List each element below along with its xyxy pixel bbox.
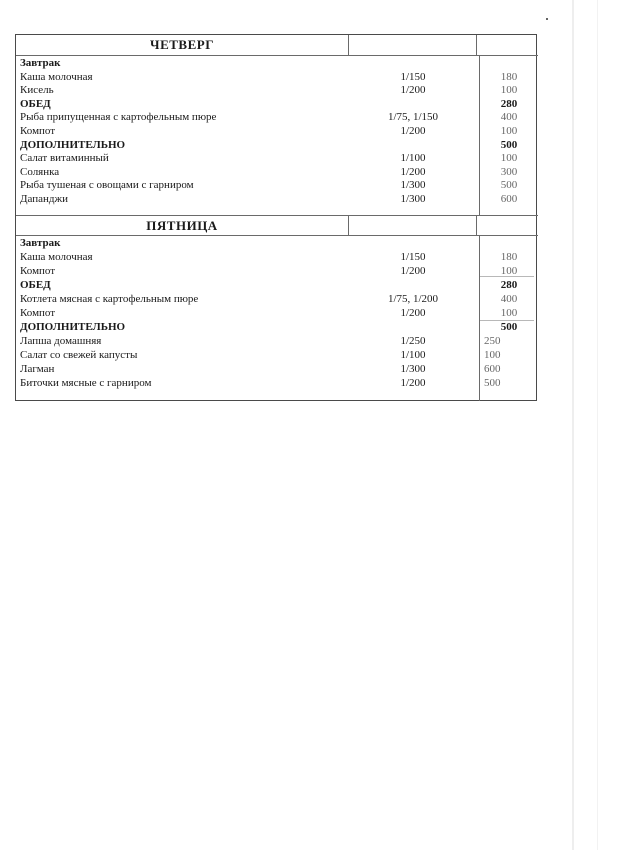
section-heading-row [16, 279, 538, 293]
dish-name: Солянка [20, 165, 60, 178]
section-heading: ОБЕД [20, 97, 51, 110]
dish-name: Салат витаминный [20, 152, 109, 165]
dish-name: Лапша домашняя [20, 335, 102, 347]
day-title-friday: ПЯТНИЦА [146, 218, 218, 233]
dish-name: Каша молочная [20, 251, 93, 263]
dish-row [16, 307, 538, 321]
dish-kcal: 100 [484, 349, 501, 361]
section-heading: Завтрак [20, 237, 61, 249]
dish-row [16, 349, 538, 363]
portion-size: 1/200 [400, 165, 426, 178]
portion-size: 1/150 [400, 70, 426, 83]
section-heading: ДОПОЛНИТЕЛЬНО [20, 321, 126, 333]
dish-kcal: 100 [500, 152, 518, 165]
column-divider [348, 215, 349, 235]
dish-kcal: 500 [500, 179, 518, 192]
portion-size: 1/250 [400, 335, 426, 347]
dish-row [16, 179, 538, 193]
section-kcal-total: 280 [500, 279, 518, 291]
dish-row [16, 84, 538, 98]
dish-kcal: 180 [500, 251, 518, 263]
portion-size: 1/200 [400, 125, 426, 137]
dish-row [16, 265, 538, 279]
column-divider [476, 35, 477, 55]
portion-size: 1/75, 1/200 [387, 293, 439, 305]
column-divider [476, 215, 477, 235]
section-heading: ДОПОЛНИТЕЛЬНО [20, 138, 126, 151]
portion-size: 1/300 [400, 363, 426, 375]
dish-kcal: 400 [500, 111, 518, 124]
dish-kcal: 300 [500, 165, 518, 178]
dish-name: Кисель [20, 84, 54, 97]
portion-size: 1/200 [400, 307, 426, 319]
dish-name: Салат со свежей капусты [20, 349, 138, 361]
portion-size: 1/300 [400, 179, 426, 192]
dish-row [16, 335, 538, 349]
dish-name: Дапанджи [20, 193, 68, 205]
section-heading: Завтрак [20, 57, 61, 69]
dish-name: Рыба тушеная с овощами с гарниром [20, 179, 194, 192]
dish-kcal: 180 [500, 70, 518, 83]
row-border [16, 215, 538, 216]
dish-kcal: 600 [500, 193, 518, 205]
section-kcal-total: 280 [500, 97, 518, 110]
section-kcal-total: 500 [500, 138, 518, 151]
dish-kcal: 100 [500, 265, 518, 277]
dish-row [16, 363, 538, 377]
section-heading-row [16, 139, 538, 153]
portion-size: 1/200 [400, 265, 426, 277]
portion-size: 1/300 [400, 193, 426, 205]
dish-name: Компот [20, 307, 56, 319]
scan-edge-line [572, 0, 574, 850]
menu-table [15, 34, 537, 401]
dish-row [16, 251, 538, 265]
dish-row [16, 293, 538, 307]
portion-size: 1/200 [400, 377, 426, 389]
dish-kcal: 500 [484, 377, 501, 389]
dish-row [16, 152, 538, 166]
dish-name: Каша молочная [20, 70, 93, 83]
scan-edge-line [597, 0, 598, 850]
row-border [16, 235, 538, 236]
dish-name: Компот [20, 265, 56, 277]
dish-name: Котлета мясная с картофельным пюре [20, 293, 199, 305]
section-heading-row [16, 57, 538, 71]
section-kcal-total: 500 [500, 321, 518, 333]
portion-size: 1/150 [400, 251, 426, 263]
portion-size: 1/100 [400, 349, 426, 361]
dish-kcal: 100 [500, 84, 518, 97]
section-heading-row [16, 321, 538, 335]
scan-speck [546, 18, 548, 20]
column-divider [348, 35, 349, 55]
portion-size: 1/75, 1/150 [387, 111, 439, 124]
dish-kcal: 600 [484, 363, 501, 375]
dish-name: Компот [20, 125, 56, 137]
portion-size: 1/100 [400, 152, 426, 165]
dish-row [16, 125, 538, 139]
dish-kcal: 250 [484, 335, 501, 347]
dish-kcal: 400 [500, 293, 518, 305]
section-heading-row [16, 98, 538, 112]
dish-row [16, 377, 538, 391]
dish-name: Рыба припущенная с картофельным пюре [20, 111, 217, 124]
section-heading: ОБЕД [20, 279, 51, 291]
dish-row [16, 111, 538, 125]
section-heading-row [16, 237, 538, 251]
row-border [16, 55, 538, 56]
dish-kcal: 100 [500, 307, 518, 319]
dish-row [16, 166, 538, 180]
dish-name: Биточки мясные с гарниром [20, 377, 152, 389]
dish-kcal: 100 [500, 125, 518, 137]
day-title-thursday: ЧЕТВЕРГ [150, 37, 214, 52]
dish-name: Лагман [20, 363, 55, 375]
dish-row [16, 193, 538, 207]
portion-size: 1/200 [400, 84, 426, 97]
dish-row [16, 71, 538, 85]
